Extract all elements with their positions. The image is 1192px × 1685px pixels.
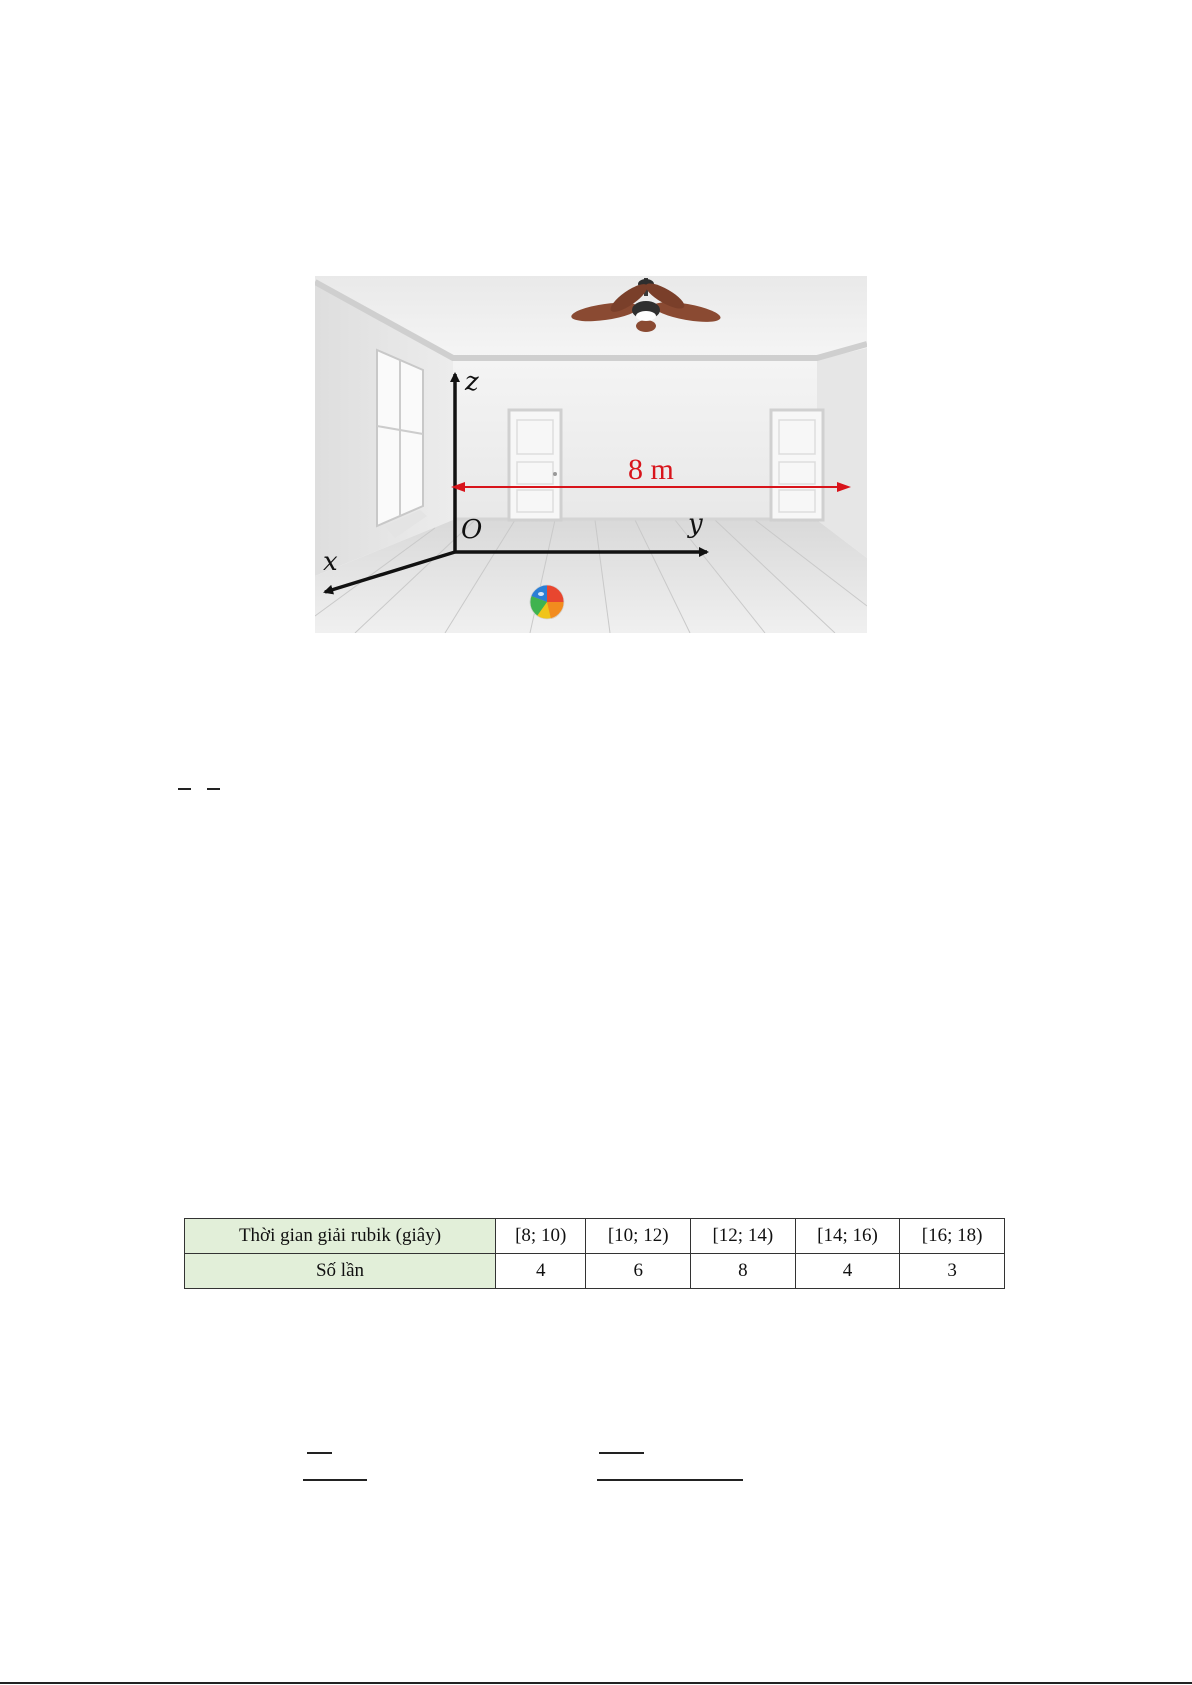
dash-mark: [178, 788, 191, 790]
door-icon: [509, 410, 561, 520]
dash-mark: [207, 788, 220, 790]
table-cell: 4: [795, 1254, 900, 1289]
table-cell: [8; 10): [496, 1219, 586, 1254]
beach-ball-icon: [530, 585, 564, 619]
table-cell: 4: [496, 1254, 586, 1289]
fraction-bar: [307, 1452, 332, 1454]
page-footer-line: [0, 1682, 1192, 1684]
table-cell: [12; 14): [691, 1219, 796, 1254]
z-axis-label: z: [465, 367, 479, 397]
y-axis-label: y: [688, 509, 703, 539]
table-header-cell: Số lần: [185, 1254, 496, 1289]
dimension-label: 8 m: [628, 453, 674, 486]
table-cell: [10; 12): [586, 1219, 691, 1254]
room-figure: [315, 276, 867, 633]
table-cell: [14; 16): [795, 1219, 900, 1254]
table-cell: 6: [586, 1254, 691, 1289]
fraction-bar: [303, 1479, 367, 1481]
origin-label: O: [461, 515, 483, 545]
table-cell: 3: [900, 1254, 1005, 1289]
room-illustration: [315, 276, 867, 633]
fraction-bar: [599, 1452, 644, 1454]
x-axis-label: x: [323, 547, 338, 577]
table-header-cell: Thời gian giải rubik (giây): [185, 1219, 496, 1254]
table-row: [185, 1254, 1005, 1289]
fraction-bar: [597, 1479, 743, 1481]
door-icon: [771, 410, 823, 520]
table-row: [185, 1219, 1005, 1254]
table-cell: [16; 18): [900, 1219, 1005, 1254]
frequency-table: [184, 1218, 1005, 1289]
table-cell: 8: [691, 1254, 796, 1289]
